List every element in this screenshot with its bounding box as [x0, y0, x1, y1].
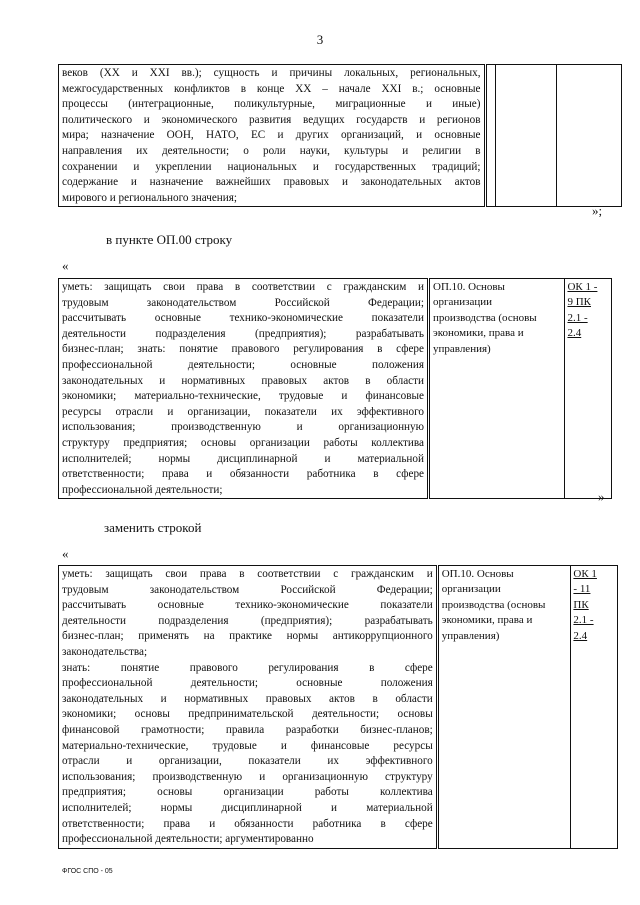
text-line: бизнес-план; применять на практике нормы антикоррупционного [62, 630, 433, 643]
text-line: трудовым законодательством Российской Федерации; [62, 583, 433, 596]
text-line: веков (XX и XXI вв.); сущность и причины локальных, региональных, [62, 67, 481, 79]
text-line: исполнителей; нормы дисциплинарной и материальной [62, 452, 424, 465]
old-requirements-text [59, 279, 427, 498]
text-line: исполнителей; нормы дисциплинарной и материальной [62, 801, 433, 814]
text-line: сохранении и укреплении национальных и государственных традиций; [62, 160, 481, 173]
competence-line: ОК 1 - [567, 281, 598, 293]
new-competence-cell [571, 566, 618, 849]
old-text-cell [59, 279, 429, 499]
discipline-line: производства (основы [433, 311, 537, 324]
text-line: предприятия; основы организации работы коллектива [62, 786, 433, 799]
text-line: трудовым законодательством Российской Федерации; [62, 296, 424, 309]
text-line: профессиональной деятельности; аргументированно [62, 833, 314, 846]
new-text-cell [59, 566, 438, 849]
discipline-line: экономики, права и [433, 327, 524, 340]
text-line: бизнес-план; знать: понятие правового регулирования в сфере [62, 343, 424, 356]
discipline-line: ОП.10. Основы [433, 281, 505, 293]
old-competence-cell [565, 279, 612, 499]
text-line: структуру предприятия; основы организации работы коллектива [62, 436, 424, 449]
text-line: межгосударственных конфликтов в конце XX – начале XXI в.; основные [62, 82, 481, 95]
text-line: законодательных и нормативных правовых актов в области [62, 374, 424, 387]
text-line: законодательных и нормативных правовых актов в области [62, 692, 433, 705]
closing-quote-old: » [598, 489, 605, 504]
discipline-line: управления) [433, 342, 491, 355]
text-line: уметь: защищать свои права в соответствии с гражданским и [62, 281, 424, 293]
discipline-line: управления) [441, 629, 500, 642]
text-line: рассчитывать основные технико-экономические показатели [62, 312, 424, 325]
text-line: профессиональной деятельности; основные положения [62, 677, 433, 690]
table-top-text [59, 65, 484, 206]
old-discipline-cell [429, 279, 565, 499]
closing-quote-top: »; [592, 203, 603, 218]
competence-line: - 11 [573, 583, 591, 596]
discipline-line: ОП.10. Основы [441, 568, 514, 580]
text-line: мирового и регионального значения; [62, 191, 238, 204]
text-line: уметь: защищать свои права в соответствии с гражданским и [62, 568, 433, 580]
discipline-line: экономики, права и [441, 614, 533, 627]
competence-line: ПК [573, 598, 589, 611]
competence-line: ОК 1 [573, 568, 597, 580]
table-top-empty-cell-2 [495, 65, 556, 207]
text-line: использования; производственную и организационную структуру [62, 770, 433, 783]
table-top-text-cell [59, 65, 486, 207]
table-new-row [58, 565, 618, 849]
table-old-row [58, 278, 612, 499]
open-quote-new: « [62, 546, 69, 561]
text-line: экономики; основы предпринимательской деятельности; основы [62, 708, 433, 721]
instruction-replace-with: заменить строкой [104, 520, 202, 535]
competence-line: 2.1 - [573, 614, 594, 627]
text-line: экономики; материально-технические, трудовые и финансовые [62, 390, 424, 403]
text-line: ресурсы отрасли и организации, показатели их эффективного [62, 405, 424, 418]
new-competence-codes [571, 566, 617, 645]
table-top-empty-cell-3 [556, 65, 621, 207]
open-quote-old: « [62, 258, 69, 273]
competence-line: 2.4 [573, 629, 588, 642]
competence-line: 2.1 - [567, 311, 588, 324]
text-line: деятельности подразделения (предприятия); разрабатывать [62, 327, 424, 340]
page-number: 3 [316, 32, 324, 47]
text-line: деятельности подразделения (предприятия); разрабатывать [62, 614, 433, 627]
text-line: процессы (интеграционные, поликультурные, миграционные и иные) [62, 98, 481, 111]
old-competence-codes [565, 279, 611, 343]
text-line: профессиональной деятельности; [62, 483, 223, 496]
text-line: знать: понятие правового регулирования в сфере [62, 661, 433, 674]
text-line: направления их деятельности; о роли науки, культуры и религии в [62, 144, 481, 157]
table-top-empty-cell-1 [485, 65, 495, 207]
text-line: содержание и назначение важнейших правовых и законодательных актов [62, 176, 481, 189]
competence-line: 9 ПК [567, 296, 591, 309]
instruction-replace-from: в пункте ОП.00 строку [106, 232, 233, 247]
text-line: ответственности; права и обязанности работника в сфере [62, 468, 424, 481]
text-line: использования; производственную и организационную [62, 421, 424, 434]
new-discipline-cell [437, 566, 571, 849]
text-line: материально-технические, трудовые и финансовые ресурсы [62, 739, 433, 752]
text-line: профессиональной деятельности; основные положения [62, 358, 424, 371]
text-line: финансовой грамотности; правила разработки бизнес-планов; [62, 723, 433, 736]
text-line: законодательства; [62, 645, 148, 658]
text-line: ответственности; права и обязанности работника в сфере [62, 817, 433, 830]
text-line: политического и экономического развития ведущих государств и регионов [62, 113, 481, 126]
discipline-line: организации [433, 296, 493, 309]
text-line: рассчитывать основные технико-экономические показатели [62, 599, 433, 612]
discipline-line: производства (основы [441, 598, 546, 611]
old-discipline-text [430, 279, 564, 358]
text-line: мира; назначение ООН, НАТО, ЕС и других организаций, и основные [62, 129, 481, 142]
table-top [58, 64, 622, 207]
competence-line: 2.4 [567, 327, 582, 340]
footer-label: ФГОС СПО - 05 [62, 868, 113, 875]
text-line: отрасли и организации, показатели их эффективного [62, 755, 433, 768]
discipline-line: организации [441, 583, 501, 596]
new-discipline-text [439, 566, 571, 645]
new-requirements-text [59, 566, 436, 848]
